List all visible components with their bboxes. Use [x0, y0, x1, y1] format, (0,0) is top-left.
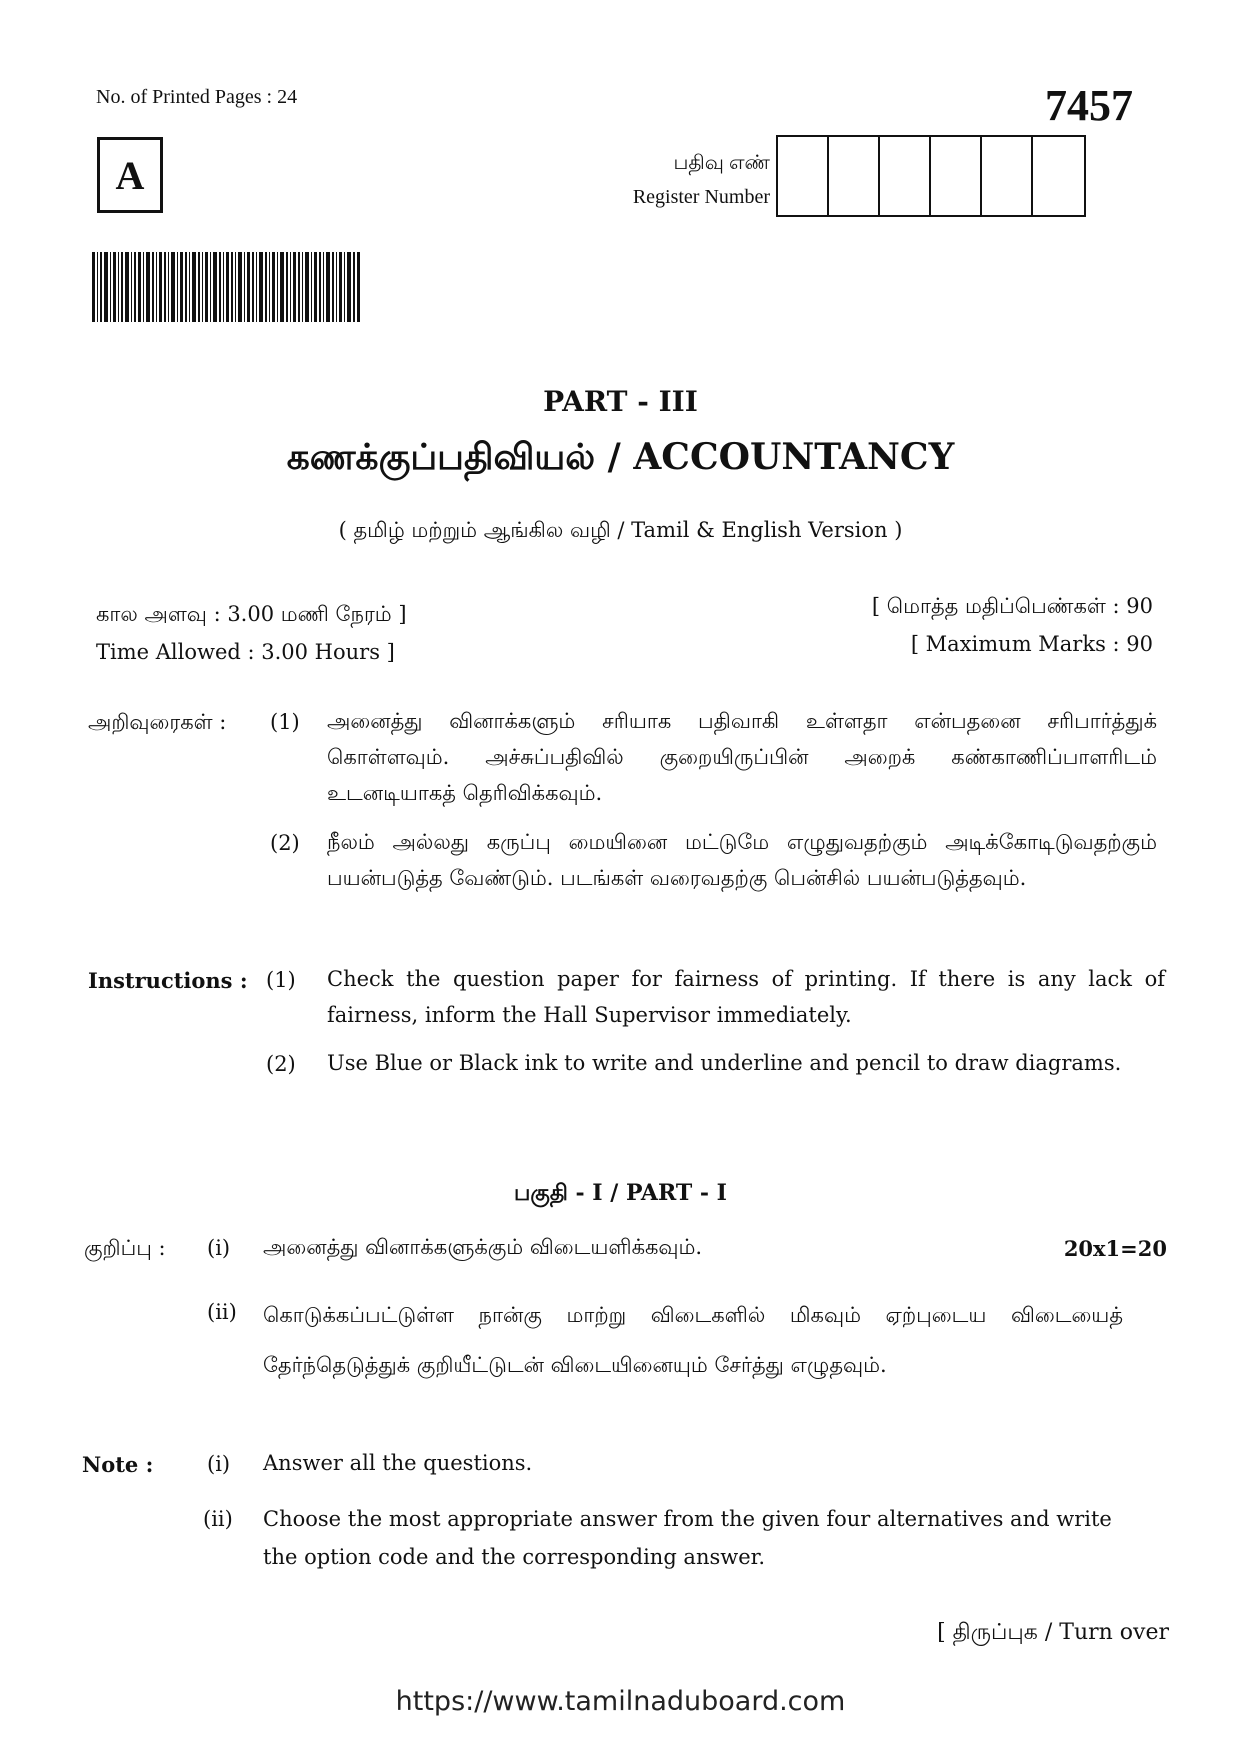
max-marks-ta: [ மொத்த மதிப்பெண்கள் : 90: [871, 594, 1153, 618]
instruction-en-num: (1): [266, 968, 296, 992]
register-label-en: Register Number: [632, 186, 770, 208]
version-line: ( தமிழ் மற்றும் ஆங்கில வழி / Tamil & English Version ): [338, 518, 903, 542]
max-marks-en: [ Maximum Marks : 90: [910, 632, 1153, 656]
instruction-ta-text: நீலம் அல்லது கருப்பு மையினை மட்டுமே எழுதுவதற்கும் அடிக்கோடிடுவதற்கும் பயன்படுத்த வேண்டும். படங்கள் வரைவதற்கு பென்சில் பயன்படுத்தவும்.: [327, 830, 1157, 890]
note-ta-num: (i): [207, 1236, 231, 1260]
note-en-num: (ii): [203, 1507, 233, 1531]
note-en-text: Choose the most appropriate answer from the given four alternatives and write the option code and the corresponding answer.: [263, 1507, 1112, 1569]
barcode-icon: [92, 252, 360, 322]
instruction-en-text: Use Blue or Black ink to write and underline and pencil to draw diagrams.: [327, 1051, 1122, 1075]
part1-heading: பகுதி - I / PART - I: [514, 1180, 727, 1206]
instruction-ta-num: (1): [270, 710, 300, 734]
register-label-ta: பதிவு எண்: [673, 152, 770, 174]
register-digit-box[interactable]: [829, 137, 880, 215]
note-ta-text: அனைத்து வினாக்களுக்கும் விடையளிக்கவும்.: [263, 1235, 703, 1259]
register-digit-box[interactable]: [880, 137, 931, 215]
register-number-boxes[interactable]: [776, 135, 1086, 217]
subject-title: கணக்குப்பதிவியல் / ACCOUNTANCY: [286, 436, 955, 478]
paper-code: 7457: [1045, 81, 1133, 130]
turn-over: [ திருப்புக / Turn over: [937, 1620, 1169, 1645]
time-allowed-ta: கால அளவு : 3.00 மணி நேரம் ]: [96, 602, 407, 626]
part-heading: PART - III: [543, 385, 698, 418]
series-badge: A: [97, 137, 163, 213]
instruction-ta-num: (2): [270, 831, 300, 855]
note-en-text: Answer all the questions.: [263, 1451, 533, 1475]
instruction-en-text: Check the question paper for fairness of printing. If there is any lack of fairness, inform the Hall Supervisor immediately.: [327, 967, 1165, 1027]
register-digit-box[interactable]: [778, 137, 829, 215]
note-ta-label: குறிப்பு :: [84, 1236, 166, 1260]
footer-url[interactable]: https://www.tamilnaduboard.com: [395, 1686, 846, 1717]
instructions-en-label: Instructions :: [88, 968, 248, 993]
note-en-num: (i): [207, 1452, 231, 1476]
register-digit-box[interactable]: [931, 137, 982, 215]
part1-marks: 20x1=20: [1063, 1236, 1167, 1261]
register-label: [560, 146, 770, 214]
note-ta-num: (ii): [207, 1300, 237, 1324]
register-digit-box[interactable]: [1033, 137, 1084, 215]
instruction-en-num: (2): [266, 1052, 296, 1076]
printed-pages: No. of Printed Pages : 24: [96, 86, 298, 108]
note-en-label: Note :: [82, 1452, 154, 1477]
note-ta-text: கொடுக்கப்பட்டுள்ள நான்கு மாற்று விடைகளில் மிகவும் ஏற்புடைய விடையைத் தேர்ந்தெடுத்துக் குறியீட்டுடன் விடையினையும் சேர்த்து எழுதவும்.: [263, 1303, 1123, 1377]
instruction-ta-text: அனைத்து வினாக்களும் சரியாக பதிவாகி உள்ளதா என்பதனை சரிபார்த்துக் கொள்ளவும். அச்சுப்பதிவில் குறையிருப்பின் அறைக் கண்காணிப்பாளரிடம் உடனடியாகத் தெரிவிக்கவும்.: [327, 709, 1157, 805]
instructions-ta-label: அறிவுரைகள் :: [88, 710, 227, 734]
time-allowed-en: Time Allowed : 3.00 Hours ]: [96, 640, 395, 664]
register-digit-box[interactable]: [982, 137, 1033, 215]
